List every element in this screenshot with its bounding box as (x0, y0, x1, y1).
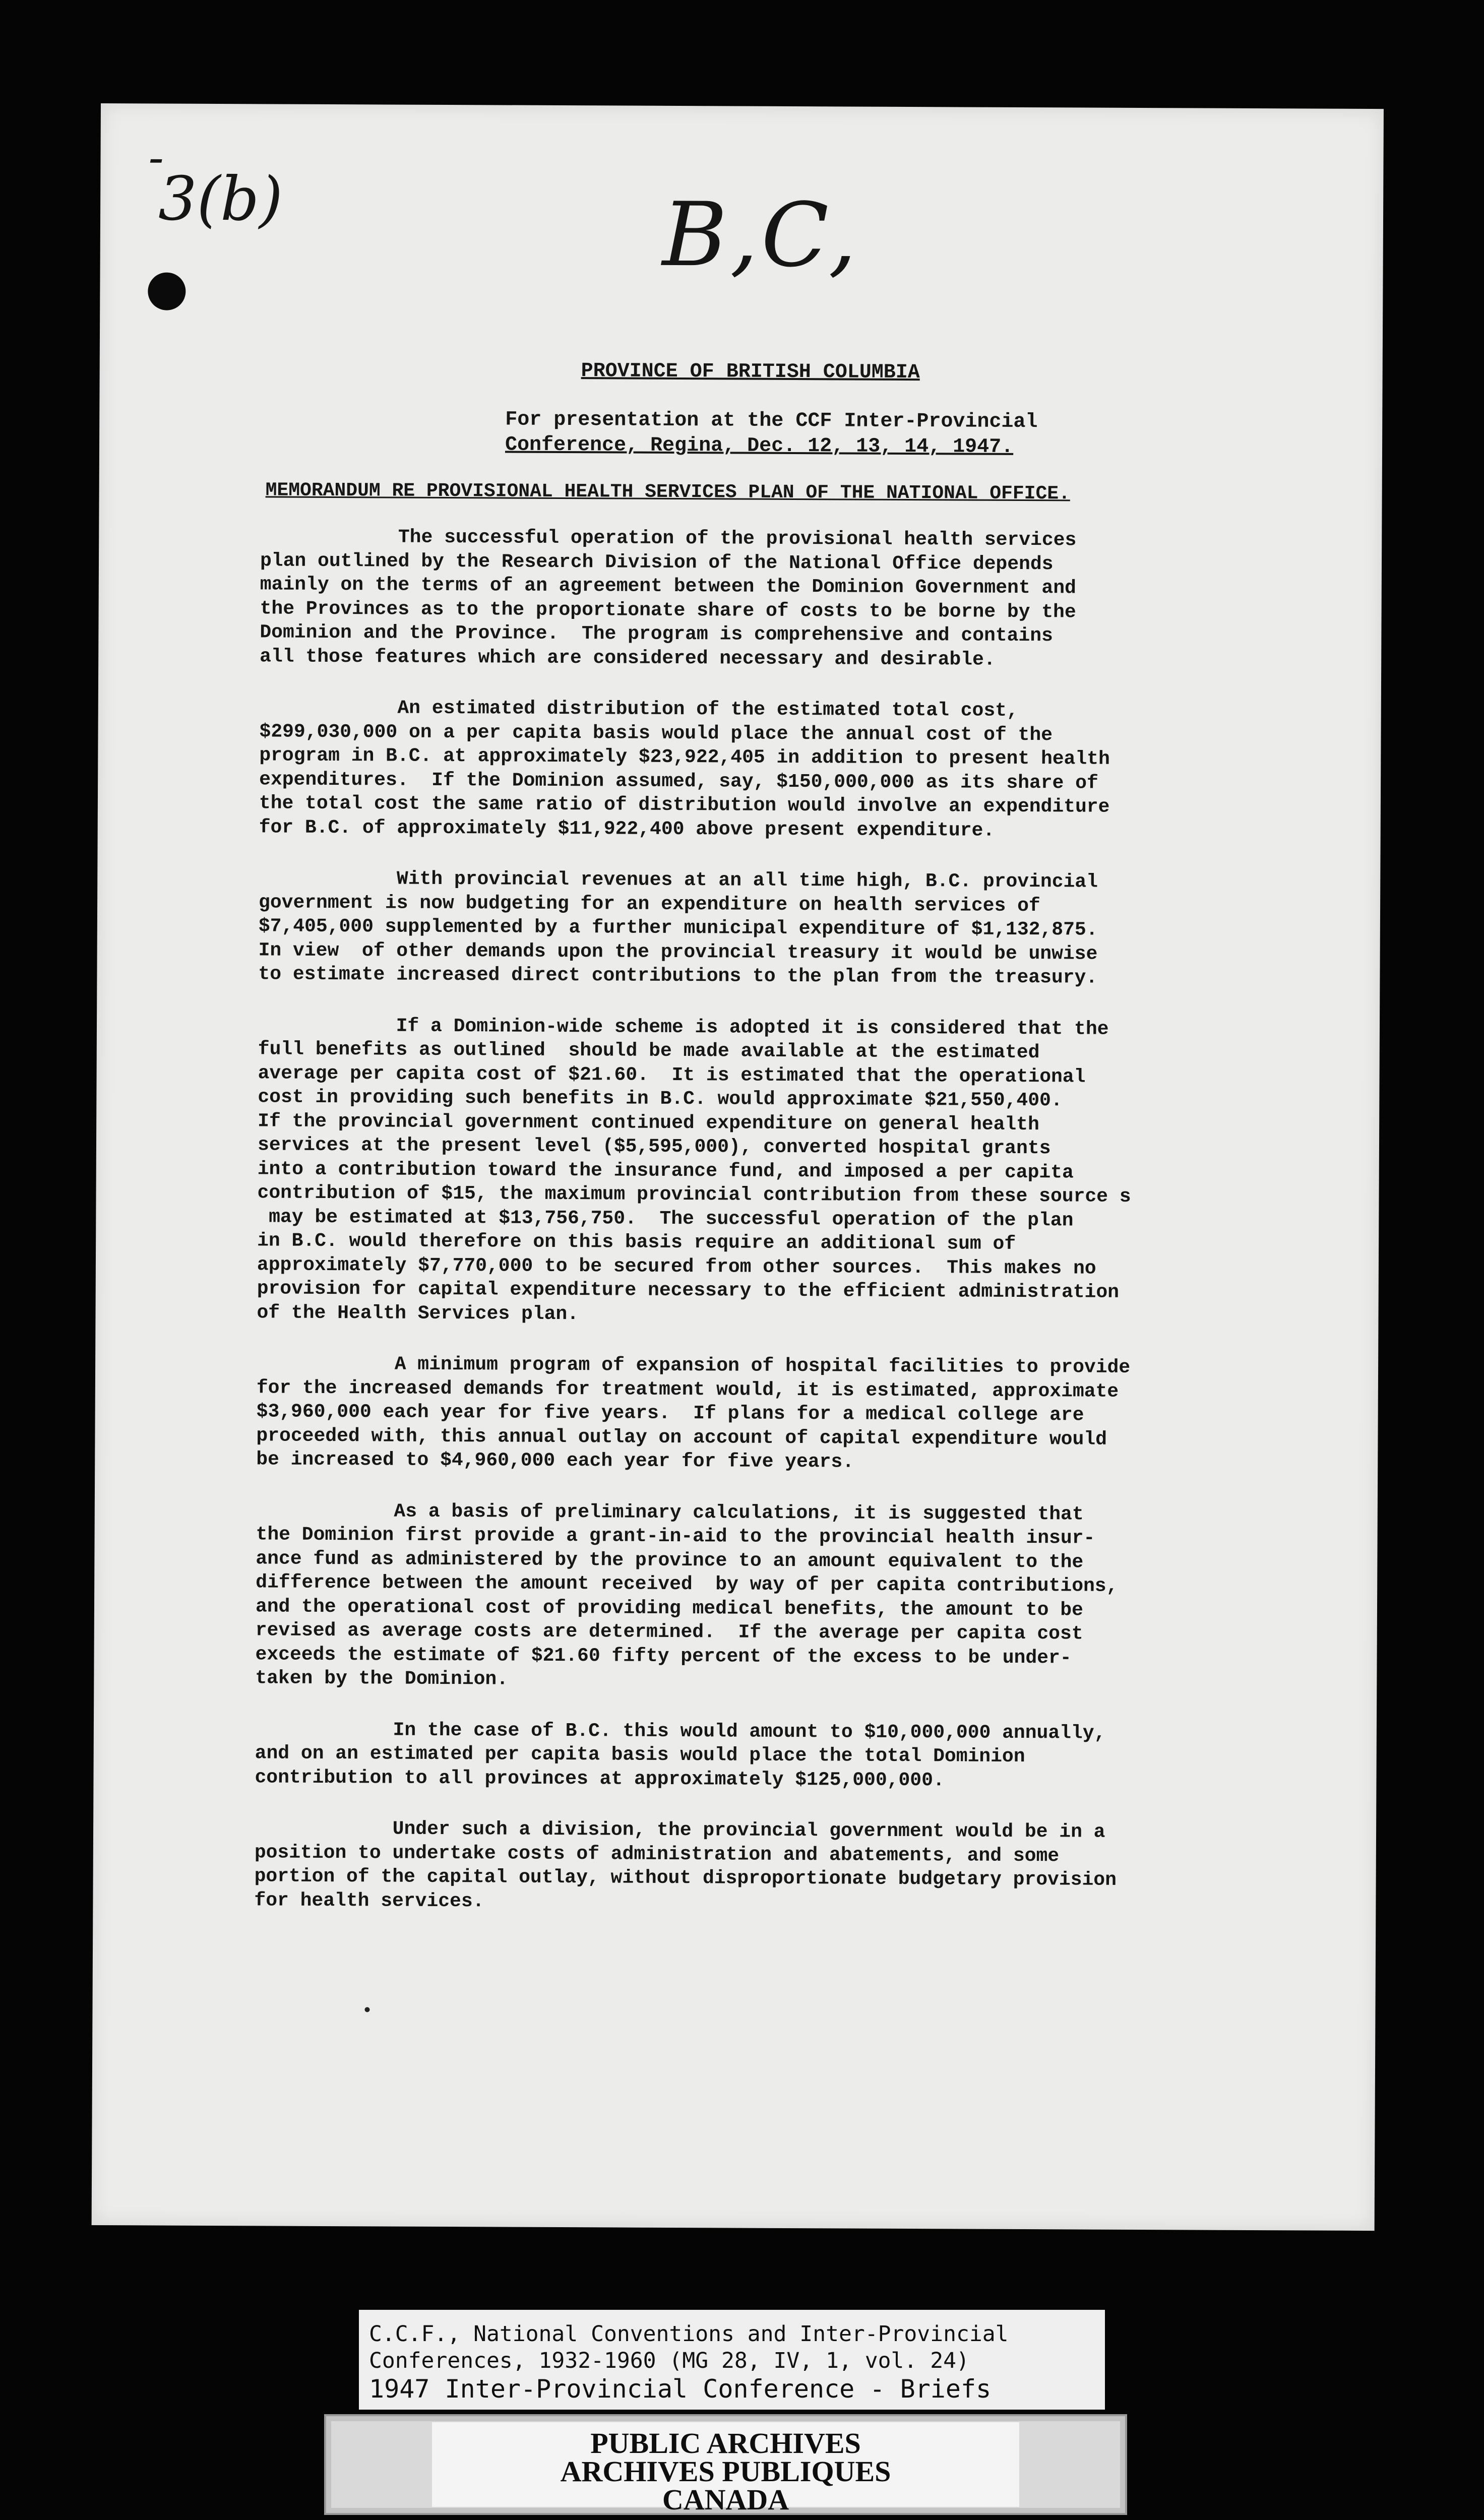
paragraph-line: proceeded with, this annual outlay on account of capital expenditure would (256, 1424, 1107, 1451)
paragraph-line: contribution of $15, the maximum provincial contribution from these source s (257, 1182, 1131, 1208)
paragraph-line: approximately $7,770,000 to be secured from other sources. This makes no (257, 1253, 1096, 1280)
paragraph-line: expenditures. If the Dominion assumed, say, $150,000,000 as its share of (259, 768, 1098, 794)
paragraph-line: to estimate increased direct contributions to the plan from the treasury. (258, 963, 1098, 989)
paragraph-line: into a contribution toward the insurance fund, and imposed a per capita (257, 1158, 1074, 1183)
memorandum-body (254, 525, 1341, 1944)
presentation-note (505, 408, 1038, 461)
paragraph-line: In view of other demands upon the provincial treasury it would be unwise (258, 939, 1098, 965)
paragraph-line: average per capita cost of $21.60. It is estimated that the operational (258, 1062, 1086, 1088)
paragraph-line: An estimated distribution of the estimated total cost, (259, 697, 1018, 722)
citation-line-2: Conferences, 1932-1960 (MG 28, IV, 1, vol. 24) (369, 2348, 969, 2373)
paragraph-line: cost in providing such benefits in B.C. would approximate $21,550,400. (258, 1086, 1063, 1112)
paragraph-line: all those features which are considered necessary and desirable. (260, 645, 996, 671)
paragraph-line: If a Dominion-wide scheme is adopted it is considered that the (258, 1014, 1109, 1040)
paragraph-line: difference between the amount received by way of per capita contributions, (256, 1571, 1118, 1597)
paragraph-line: for health services. (254, 1889, 484, 1912)
paragraph-line: and on an estimated per capita basis would place the total Dominion (255, 1742, 1025, 1768)
handwritten-dash: - (148, 131, 164, 184)
paragraph (255, 1499, 1337, 1695)
paragraph-line: If the provincial government continued expenditure on general health (258, 1110, 1039, 1136)
paragraph-line: exceeds the estimate of $21.60 fifty percent of the excess to be under- (255, 1643, 1072, 1669)
stamp-line-3: CANADA (662, 2483, 789, 2516)
punch-hole (148, 272, 186, 310)
paragraph-line: be increased to $4,960,000 each year for five years. (256, 1448, 854, 1473)
handwritten-page-number: 3(b) (158, 164, 283, 235)
paragraph-line: the Provinces as to the proportionate share of costs to be borne by the (260, 597, 1076, 623)
paragraph-line: program in B.C. at approximately $23,922,405 in addition to present health (259, 744, 1110, 770)
paragraph (254, 1816, 1336, 1917)
stamp-line-1: PUBLIC ARCHIVES (590, 2427, 861, 2460)
paragraph-line: $3,960,000 each year for five years. If plans for a medical college are (256, 1401, 1084, 1426)
paragraph-line: for the increased demands for treatment would, it is estimated, approximate (256, 1376, 1119, 1403)
citation-line-1: C.C.F., National Conventions and Inter-Provincial (369, 2321, 1009, 2347)
paragraph-line: government is now budgeting for an expenditure on health services of (258, 891, 1040, 917)
archives-stamp-text (432, 2422, 1019, 2516)
citation-line-3: 1947 Inter-Provincial Conference - Briefs (369, 2374, 992, 2404)
paragraph-line: for B.C. of approximately $11,922,400 above present expenditure. (259, 816, 995, 842)
paragraph (260, 525, 1341, 673)
paragraph-line: provision for capital expenditure necessary to the efficient administration (257, 1278, 1120, 1303)
document-title: PROVINCE OF BRITISH COLUMBIA (581, 360, 920, 385)
paragraph-line: contribution to all provinces at approximately $125,000,000. (255, 1766, 945, 1791)
paragraph-line: and the operational cost of providing medical benefits, the amount to be (255, 1595, 1083, 1621)
paragraph-line: With provincial revenues at an all time high, B.C. provincial (259, 867, 1098, 893)
paragraph-line: mainly on the terms of an agreement between the Dominion Government and (260, 574, 1076, 599)
paragraph (259, 696, 1341, 844)
presentation-line-1: For presentation at the CCF Inter-Provincial (505, 408, 1038, 434)
paragraph (257, 1014, 1339, 1330)
paragraph-line: position to undertake costs of administration and abatements, and some (254, 1841, 1060, 1867)
paragraph-line: in B.C. would therefore on this basis require an additional sum of (257, 1230, 1016, 1255)
ink-dot (364, 2007, 369, 2012)
paragraph-line: Dominion and the Province. The program is comprehensive and contains (260, 621, 1053, 647)
paragraph-line: Under such a division, the provincial government would be in a (254, 1817, 1105, 1843)
paragraph-line: services at the present level ($5,595,000), converted hospital grants (257, 1134, 1051, 1160)
paragraph-line: the Dominion first provide a grant-in-aid to the provincial health insur- (256, 1524, 1095, 1549)
paragraph-line: of the Health Services plan. (257, 1301, 579, 1325)
typed-page (92, 103, 1384, 2231)
paragraph-line: the total cost the same ratio of distribution would involve an expenditure (259, 792, 1110, 818)
paragraph-line: taken by the Dominion. (255, 1667, 509, 1690)
archival-citation-label (359, 2310, 1105, 2410)
paragraph-line: As a basis of preliminary calculations, it is suggested that (256, 1499, 1084, 1526)
paragraph-line: full benefits as outlined should be made available at the estimated (258, 1038, 1040, 1064)
archives-stamp (324, 2414, 1127, 2515)
paragraph-line: may be estimated at $13,756,750. The successful operation of the plan (257, 1206, 1074, 1231)
paragraph-line: portion of the capital outlay, without disproportionate budgetary provision (254, 1865, 1117, 1891)
presentation-line-2: Conference, Regina, Dec. 12, 13, 14, 1947. (505, 433, 1014, 459)
memorandum-heading: MEMORANDUM RE PROVISIONAL HEALTH SERVICES PLAN OF THE NATIONAL OFFICE. (265, 479, 1070, 505)
paragraph (256, 1352, 1338, 1476)
paragraph-line: revised as average costs are determined. If the average per capita cost (255, 1619, 1083, 1645)
paragraph-line: The successful operation of the provisional health services (260, 526, 1077, 551)
paragraph-line: A minimum program of expansion of hospital facilities to provide (256, 1353, 1131, 1378)
paragraph-line: In the case of B.C. this would amount to $10,000,000 annually, (255, 1718, 1106, 1744)
paragraph-line: $7,405,000 supplemented by a further municipal expenditure of $1,132,875. (258, 915, 1098, 941)
paragraph-line: ance fund as administered by the province to an amount equivalent to the (256, 1547, 1084, 1573)
paragraph (255, 1718, 1336, 1794)
citation-lines-1-2 (369, 2321, 1009, 2374)
stamp-line-2: ARCHIVES PUBLIQUES (560, 2455, 891, 2488)
paragraph-line: plan outlined by the Research Division of the National Office depends (260, 549, 1054, 575)
paragraph (258, 866, 1340, 991)
handwritten-bc-mark: B,C, (662, 183, 860, 287)
paragraph-line: $299,030,000 on a per capita basis would place the annual cost of the (259, 720, 1053, 746)
